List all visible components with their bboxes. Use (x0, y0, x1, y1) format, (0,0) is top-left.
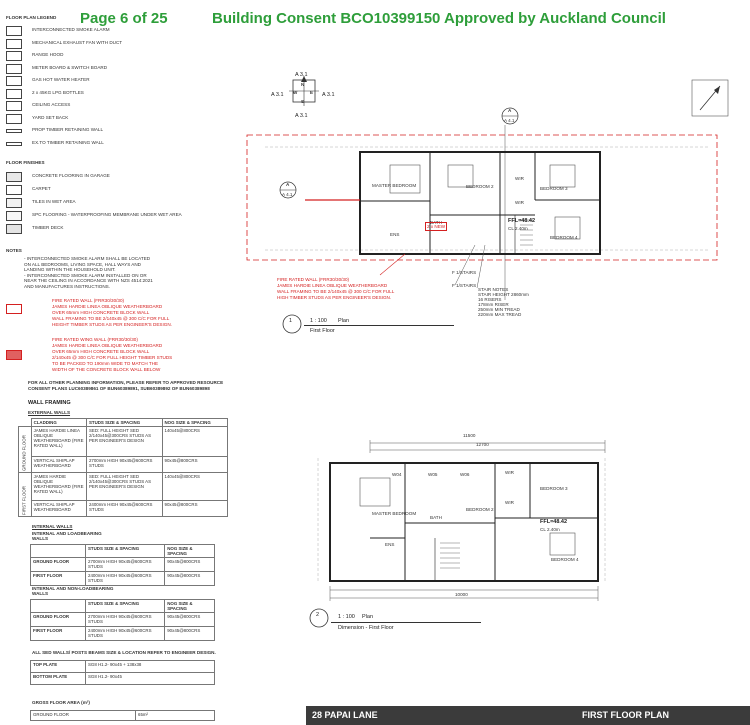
cell: JAMES HARDIE OBLIQUE WEATHERBOARD (FIRE RATED WALL) (31, 473, 86, 501)
cell: 2400mm HIGH 90x45@600CRS STUDS (86, 501, 162, 517)
legend-symbol-icon (6, 142, 22, 146)
stair-spec-line: 178mm RISER (478, 302, 509, 307)
stair-spec-line: STAIR NOTES (478, 287, 509, 292)
legend-symbol-icon (6, 26, 22, 36)
callout-new: 2 x NEW (425, 222, 447, 231)
cl-label: CL 2.40m (508, 226, 528, 231)
cell: 140x45@800CRS (162, 473, 228, 501)
finishes-title: FLOOR FINISHES (6, 160, 45, 165)
room-label: BEDROOM 2 (466, 184, 494, 189)
plan-number: 2 (316, 612, 320, 618)
compass-ref-right: A 3.1 (322, 92, 335, 98)
cell: FIRST FLOOR (31, 572, 86, 586)
th-studs: STUDS SIZE & SPACING (86, 545, 165, 558)
room-label: MASTER BEDROOM (372, 183, 417, 188)
room-label: WIR (505, 470, 514, 475)
fire-wing-symbol (6, 350, 22, 360)
stair-spec-line: 16 RISERS (478, 297, 502, 302)
planning-line: FOR ALL OTHER PLANNING INFORMATION, PLEASE REFER TO APPROVED RESOURCE (28, 380, 224, 385)
cell: 140x45@800CRS (162, 427, 228, 457)
legend-label: MECHANICAL EXHAUST FAN WITH DUCT (32, 39, 123, 45)
cell: TOP PLATE (31, 661, 86, 673)
plan-scale: 1 : 100 (310, 318, 327, 324)
section-ref-top: A 4.1 (504, 118, 515, 123)
finish-swatch-icon (6, 198, 22, 208)
plan-number: 1 (289, 318, 293, 324)
sed-note: ALL SED WALLS/ POSTS BEAMS SIZE & LOCATION REFER TO ENGINEER DESIGN. (32, 650, 216, 655)
cell: 65m² (136, 711, 215, 721)
cell: 2700mm HIGH 90x45@600CRS STUDS (86, 613, 165, 627)
room-label: WIR (515, 200, 524, 205)
cell: 2400mm HIGH 90x45@600CRS STUDS (86, 572, 165, 586)
legend-label: INTERCONNECTED SMOKE ALARM (32, 27, 110, 32)
plan-sub: First Floor (310, 328, 335, 334)
cell: SG8 H1.2- 90x45 (86, 673, 215, 685)
compass-ref-top: A 3.1 (295, 72, 308, 78)
stair-note: F 1/STAIRS (452, 270, 477, 275)
fire-wing-line: JAMES HARDIE LINEA OBLIQUE WEATHERBOARD (52, 343, 163, 348)
cell: 90x45@800CRS (162, 501, 228, 517)
cell: 90x45@800CRS (165, 572, 215, 586)
window-tag: W04 (392, 472, 402, 477)
note-line: NEAR THE CEILING IN ACCORDANCE WITH NZS 4514:2021 (24, 278, 153, 283)
plan-fire-line: JAMES HARDIE LINEA OBLIQUE WEATHERBOARD (277, 283, 388, 288)
note-line: LANDING WITHIN THE HOUSEHOLD UNIT. (24, 267, 116, 272)
cell: SED: FULL HEIGHT SED 2/140x45@300CRS STUDS AS PER ENGINEER'S DESIGN (86, 473, 162, 501)
room-label: WIR (505, 500, 514, 505)
nonload-walls-title: INTERNAL AND NON-LOADBEARING WALLS (32, 586, 114, 597)
fire-wing-line: FIRE RATED WING WALL (FRR30/30/30) (52, 337, 138, 342)
cell: 90x45@800CRS (165, 627, 215, 641)
cell: 90x45@800CRS (165, 613, 215, 627)
fire-wall-line: FIRE RATED WALL (FRR30/30/30) (52, 298, 125, 303)
th-studs: STUDS SIZE & SPACING (86, 600, 165, 613)
finish-swatch-icon (6, 185, 22, 195)
section-ref-left: A 4.1 (282, 192, 293, 197)
cell: BOTTOM PLATE (31, 673, 86, 685)
finish-swatch-icon (6, 172, 22, 182)
legend-label: YARD SET BACK (32, 114, 69, 120)
compass-e: E (310, 90, 314, 95)
dim-top-2: 12700 (476, 442, 489, 447)
note-line: - INTERCONNECTED SMOKE ALARM INSTALLED ON OR (24, 272, 147, 278)
legend-symbol-icon (6, 76, 22, 86)
cell: 90x45@800CRS (165, 558, 215, 572)
compass-s: S (301, 99, 305, 104)
fire-wall-line: HEIGHT TIMBER STUDS AS PER ENGINEER'S DESIGN. (52, 322, 172, 327)
stair-spec-line: 220mm MAX TREAD (478, 312, 522, 317)
first-floor-label: FIRST FLOOR (19, 473, 32, 517)
legend-symbol-icon (6, 51, 22, 61)
legend-label: EX.TO TIMBER RETAINING WALL (32, 139, 104, 145)
plan-title-rule (304, 325, 454, 326)
legend-label: GAS HOT WATER HEATER (32, 77, 90, 82)
compass-ref-bottom: A 3.1 (295, 113, 308, 119)
wall-framing-title: WALL FRAMING (28, 400, 71, 406)
legend-symbol-icon (6, 89, 22, 99)
ffl-label: FFL=48.42 (508, 218, 536, 224)
room-label: BEDROOM 3 (540, 486, 568, 491)
finish-label: TILES IN WET AREA (32, 199, 76, 204)
cell: SG8 H1.2- 90x45 + 138x38 (86, 661, 215, 673)
consent-title: Building Consent BCO10399150 Approved by Auckland Council (212, 10, 666, 27)
dim-bottom: 10000 (455, 592, 468, 597)
finish-label: CONCRETE FLOORING IN GARAGE (32, 173, 110, 178)
load-walls-table (30, 544, 215, 586)
cell: 90x45@800CRS (162, 457, 228, 473)
legend-label: RANGE HOOD (32, 52, 64, 57)
cell: VERTICAL SHIPLAP WEATHERBOARD (31, 457, 86, 473)
plan-fire-line: HIGH TIMBER STUDS AS PER ENGINEER'S DESIGN. (277, 295, 392, 300)
room-label: BEDROOM 4 (551, 557, 579, 562)
plates-table (30, 660, 215, 685)
note-line: AND MANUFACTURES INSTRUCTIONS. (24, 283, 111, 289)
sheet-title: FIRST FLOOR PLAN (582, 710, 669, 720)
legend-symbol-icon (6, 129, 22, 133)
th-cladding: CLADDING (31, 419, 86, 427)
stair-spec-line: 250mm MIN TREAD (478, 307, 520, 312)
th-nog: NOG SIZE & SPACING (162, 419, 228, 427)
cell: FIRST FLOOR (31, 627, 86, 641)
section-a-left: A (286, 182, 290, 187)
cell: GROUND FLOOR (31, 558, 86, 572)
plan-fire-line: WALL FRAMING TO BE 2/140x45 @ 300 C/C FOR FULL (277, 289, 395, 294)
finish-swatch-icon (6, 211, 22, 221)
plan-scale: 1 : 100 (338, 614, 355, 620)
planning-line: CONSENT PLANS LUC60389861 OF BUN60389891, SUB60389892 OF BUN60389898 (28, 386, 210, 391)
room-label: BATH (430, 220, 442, 225)
cell: SED: FULL HEIGHT SED 2/140x45@300CRS STUDS AS PER ENGINEER'S DESIGN (86, 427, 162, 457)
load-walls-title: INTERNAL AND LOADBEARING WALLS (32, 531, 102, 542)
ground-floor-label: GROUND FLOOR (19, 427, 32, 473)
plan-fire-line: FIRE RATED WALL (FRR30/30/30) (277, 277, 350, 282)
fire-wall-line: JAMES HARDIE LINEA OBLIQUE WEATHERBOARD (52, 304, 163, 309)
compass-ref-left: A 3.1 (271, 92, 284, 98)
cell: 2700mm HIGH 90x45@600CRS STUDS (86, 457, 162, 473)
section-a-top: A (508, 108, 512, 113)
cell: JAMES HARDIE LINEA OBLIQUE WEATHERBOARD (FIRE RATED WALL) (31, 427, 86, 457)
fire-wing-line: TO BE PACKED TO 190mm WIDE TO MATCH THE (52, 361, 159, 366)
fire-wall-line: WALL FRAMING TO BE 2/140x45 @ 300 C/C FOR FULL (52, 316, 170, 321)
north-arrow-icon (690, 78, 730, 118)
cell: VERTICAL SHIPLAP WEATHERBOARD (31, 501, 86, 517)
gfa-table (30, 710, 215, 721)
th-nog: NOG SIZE & SPACING (165, 600, 215, 613)
finish-label: TIMBER DECK (32, 225, 64, 230)
title-block (306, 706, 750, 725)
legend-label: PROP TIMBER RETAINING WALL (32, 127, 104, 132)
dimension-plan-drawing (300, 438, 620, 610)
note-line: ON ALL BEDROOMS, LIVING SPACE, HALL WAYS AND (24, 261, 142, 267)
legend-title: FLOOR PLAN LEGEND (6, 15, 57, 20)
plan-label: Plan (362, 614, 374, 620)
cell: 2700mm HIGH 90x45@600CRS STUDS (86, 558, 165, 572)
legend-symbol-icon (6, 64, 22, 74)
finish-label: SPC FLOORING - WATERPROOFING MEMBRANE UNDER WET AREA (32, 212, 182, 217)
window-tag: W05 (428, 472, 438, 477)
fire-wing-line: OVER 65mm HIGH CONCRETE BLOCK WALL (52, 349, 150, 354)
compass-n: N (301, 82, 305, 87)
plan-label: Plan (338, 318, 350, 324)
cell: 2400mm HIGH 90x45@600CRS STUDS (86, 627, 165, 641)
page-number: Page 6 of 25 (80, 10, 168, 27)
fire-wall-line: OVER 65mm HIGH CONCRETE BLOCK WALL (52, 310, 150, 315)
notes-title: NOTES (6, 248, 22, 253)
fire-wing-line: 2/140x45 @ 300 C/C FOR FULL HEIGHT TIMBER STUDS (52, 355, 173, 360)
room-label: BATH (430, 515, 442, 520)
cell: GROUND FLOOR (31, 613, 86, 627)
legend-symbol-icon (6, 101, 22, 111)
legend-label: 2 x 45KG LPG BOTTLES (32, 89, 84, 95)
th-studs: STUDS SIZE & SPACING (86, 419, 162, 427)
room-label: ENS (390, 232, 400, 237)
legend-symbol-icon (6, 39, 22, 49)
room-label: MASTER BEDROOM (372, 511, 417, 516)
internal-walls-title: INTERNAL WALLS (32, 524, 73, 529)
legend-label: METER BOARD & SWITCH BOARD (32, 64, 108, 70)
ffl-label: FFL=48.42 (540, 519, 568, 525)
project-address: 28 PAPAI LANE (312, 710, 378, 720)
compass-w: W (293, 90, 298, 95)
room-label: BEDROOM 2 (466, 507, 494, 512)
finish-swatch-icon (6, 224, 22, 234)
room-label: BEDROOM 3 (540, 186, 568, 191)
fire-wall-symbol (6, 304, 22, 314)
legend-symbol-icon (6, 114, 22, 124)
cl-label: CL 2.40m (540, 527, 560, 532)
dim-top-1: 11500 (463, 433, 476, 438)
cell: GROUND FLOOR (31, 711, 136, 721)
note-line: - INTERCONNECTED SMOKE ALARM SHALL BE LOCATED (24, 256, 151, 261)
stair-spec-line: STAIR HEIGHT 2860mm (478, 292, 529, 297)
room-label: BEDROOM 4 (550, 235, 578, 240)
legend-label: CEILING ACCESS (32, 102, 71, 107)
gfa-title: GROSS FLOOR AREA (m²) (32, 700, 90, 705)
fire-wing-line: WIDTH OF THE CONCRETE BLOCK WALL BELOW (52, 367, 161, 372)
window-tag: W06 (460, 472, 470, 477)
room-label: ENS (385, 542, 395, 547)
nonload-walls-table (30, 599, 215, 641)
stair-note: F 1/STAIRS (452, 283, 477, 288)
th-nog: NOG SIZE & SPACING (165, 545, 215, 558)
room-label: WIR (515, 176, 524, 181)
external-walls-title: EXTERNAL WALLS (28, 410, 71, 415)
external-walls-table (18, 418, 228, 517)
plan-sub: Dimension - First Floor (338, 625, 394, 631)
finish-label: CARPET (32, 186, 51, 191)
plan-title-rule (331, 622, 481, 623)
